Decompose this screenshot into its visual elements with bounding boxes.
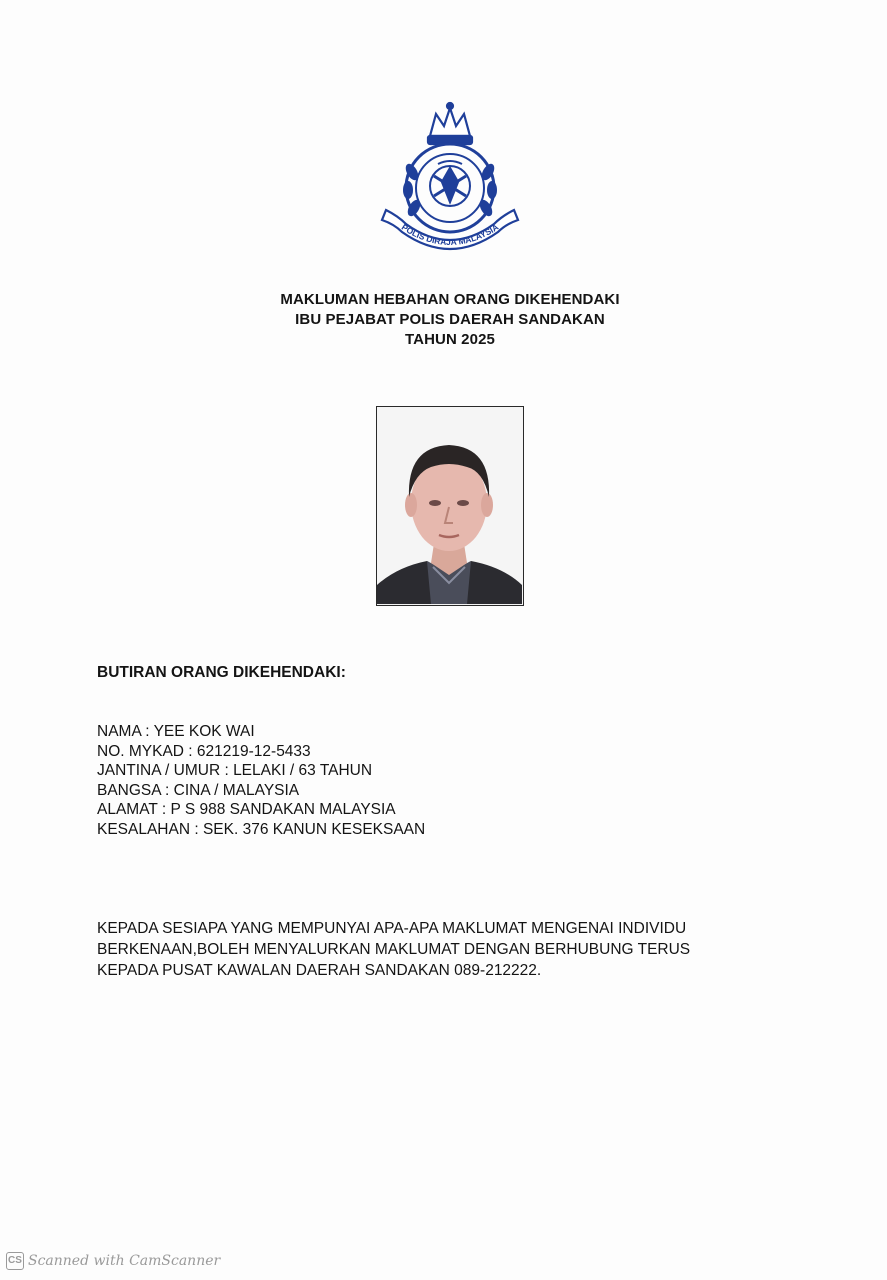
detail-alamat: ALAMAT : P S 988 SANDAKAN MALAYSIA [97,801,396,818]
detail-jantina-umur: JANTINA / UMUR : LELAKI / 63 TAHUN [97,762,373,779]
header-line-2: IBU PEJABAT POLIS DAERAH SANDAKAN [295,311,605,328]
notice-line-2: BERKENAAN,BOLEH MENYALURKAN MAKLUMAT DENGAN BERHUBUNG TERUS [97,941,691,958]
detail-nama: NAMA : YEE KOK WAI [97,723,255,740]
pdrm-crest-icon [378,98,522,258]
suspect-photo [376,406,524,606]
header-line-3: TAHUN 2025 [405,331,495,348]
suspect-portrait [377,407,522,604]
svg-text:POLIS DIRAJA MALAYSIA: POLIS DIRAJA MALAYSIA [399,221,501,248]
header-line-1: MAKLUMAN HEBAHAN ORANG DIKEHENDAKI [280,291,620,308]
suspect-details [97,722,425,839]
detail-kesalahan: KESALAHAN : SEK. 376 KANUN KESEKSAAN [97,820,426,838]
detail-bangsa: BANGSA : CINA / MALAYSIA [97,781,300,799]
detail-mykad: NO. MYKAD : 621219-12-5433 [97,742,311,760]
notice-header [150,290,750,350]
notice-line-3: KEPADA PUSAT KAWALAN DAERAH SANDAKAN 089-212222. [97,962,542,979]
camscanner-watermark [6,1252,220,1270]
watermark-text: Scanned with CamScanner [28,1253,221,1269]
camscanner-logo-icon: CS [6,1252,24,1270]
contact-notice [97,918,797,981]
section-title: BUTIRAN ORANG DIKEHENDAKI: [97,664,346,681]
notice-line-1: KEPADA SESIAPA YANG MEMPUNYAI APA-APA MAKLUMAT MENGENAI INDIVIDU [97,920,687,937]
